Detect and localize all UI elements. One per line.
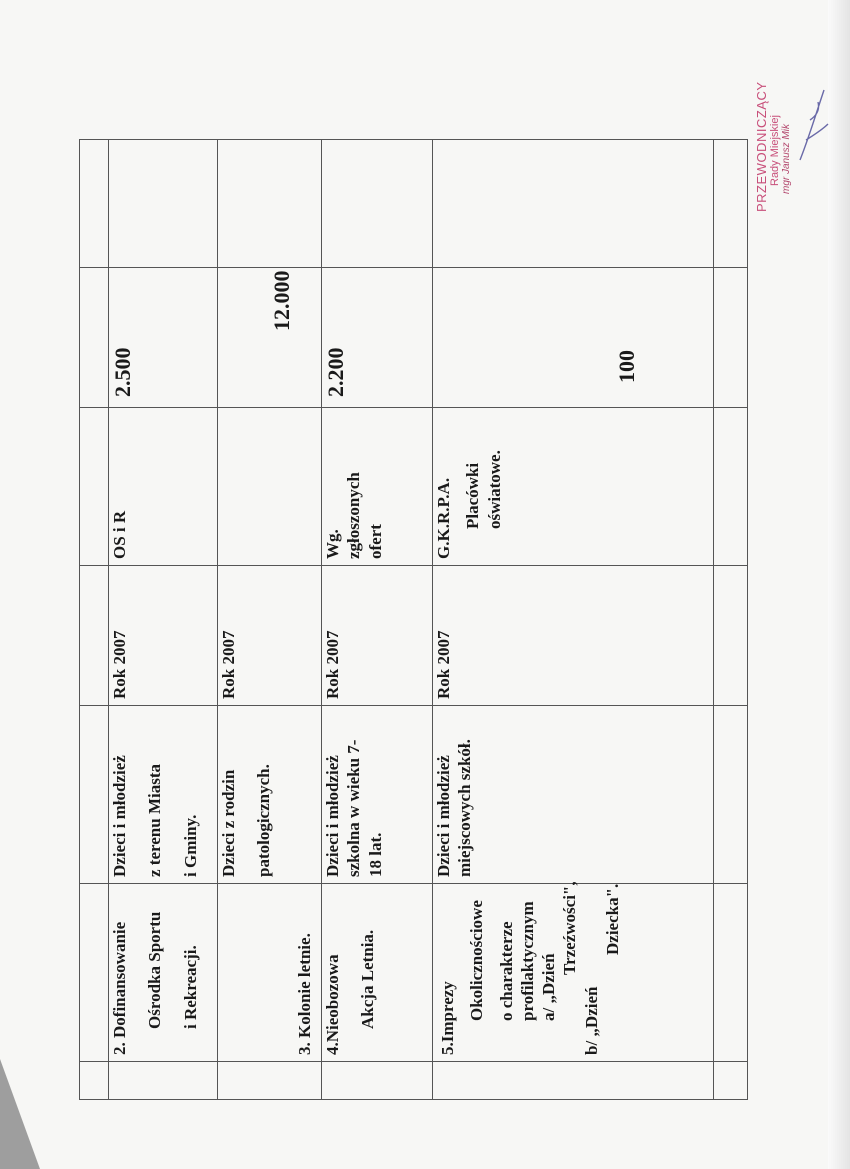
amount-cell bbox=[433, 268, 714, 408]
table-footer-strip bbox=[714, 140, 748, 1100]
target-line: z terenu Miasta bbox=[145, 764, 165, 877]
task-line: Okolicznościowe bbox=[467, 900, 487, 1021]
executor-line: ofert bbox=[365, 524, 385, 559]
signature-stamp bbox=[754, 52, 834, 212]
target-cell bbox=[218, 706, 322, 884]
term-cell bbox=[433, 566, 714, 706]
task-line: b/ „Dzień bbox=[581, 986, 601, 1055]
scan-folded-corner bbox=[0, 1059, 40, 1169]
amount-value: 2.500 bbox=[110, 347, 135, 397]
executor-line: oświatowe. bbox=[484, 450, 504, 529]
table-header-strip bbox=[80, 140, 109, 1100]
term-text: Rok 2007 bbox=[110, 630, 129, 699]
amount-value: 100 bbox=[614, 350, 639, 383]
amount-value: 12.000 bbox=[269, 270, 294, 331]
task-line: 2. Dofinansowanie bbox=[110, 921, 129, 1055]
target-line: i Gminy. bbox=[180, 814, 200, 877]
target-line: szkolna w wieku 7- bbox=[344, 739, 364, 877]
table-row bbox=[322, 140, 433, 1100]
executor-line: G.K.R.P.A. bbox=[434, 477, 453, 559]
target-line: Dzieci i młodzież bbox=[110, 755, 129, 877]
executor-line: Wg. bbox=[323, 529, 342, 559]
target-cell bbox=[109, 706, 218, 884]
amount-cell bbox=[322, 268, 433, 408]
task-cell bbox=[322, 884, 433, 1062]
table-row bbox=[218, 140, 322, 1100]
task-line: i Rekreacji. bbox=[180, 945, 200, 1029]
rotated-table-page bbox=[79, 140, 741, 1100]
task-line: 5.Imprezy bbox=[438, 981, 457, 1055]
term-cell bbox=[322, 566, 433, 706]
table-row bbox=[109, 140, 218, 1100]
task-line: Trzeźwości", bbox=[560, 881, 580, 975]
table-row bbox=[433, 140, 714, 1100]
task-line: Ośrodka Sportu bbox=[145, 911, 165, 1029]
program-table bbox=[79, 139, 748, 1100]
stamp-title: PRZEWODNICZĄCY bbox=[754, 81, 769, 212]
executor-line: OS i R bbox=[110, 510, 129, 559]
term-cell bbox=[109, 566, 218, 706]
term-text: Rok 2007 bbox=[323, 630, 342, 699]
task-cell bbox=[433, 881, 714, 1062]
task-line: 4.Nieobozowa bbox=[323, 954, 342, 1055]
executor-cell bbox=[218, 408, 322, 566]
task-line: 3. Kolonie letnie. bbox=[294, 933, 314, 1055]
executor-line: zgłoszonych bbox=[344, 472, 364, 559]
amount-value: 2.200 bbox=[323, 347, 348, 397]
task-line: o charakterze bbox=[496, 921, 516, 1021]
target-line: Dzieci i młodzież bbox=[434, 755, 453, 877]
executor-cell bbox=[433, 408, 714, 566]
target-line: miejscowych szkół. bbox=[455, 739, 475, 877]
amount-cell bbox=[218, 268, 322, 408]
term-text: Rok 2007 bbox=[219, 630, 238, 699]
task-cell bbox=[218, 884, 322, 1062]
term-text: Rok 2007 bbox=[434, 630, 453, 699]
task-cell bbox=[109, 884, 218, 1062]
term-cell bbox=[218, 566, 322, 706]
task-line: Akcja Letnia. bbox=[358, 929, 378, 1029]
target-line: Dzieci z rodzin bbox=[219, 769, 238, 877]
executor-line: Placówki bbox=[463, 462, 483, 529]
task-line: Dziecka". bbox=[602, 883, 622, 955]
stamp-subtitle: Rady Miejskiej bbox=[769, 115, 781, 186]
target-cell bbox=[322, 706, 433, 884]
amount-cell bbox=[109, 268, 218, 408]
target-line: patologicznych. bbox=[254, 764, 274, 877]
task-line: profilaktycznym bbox=[517, 901, 537, 1021]
target-line: 18 lat. bbox=[365, 832, 385, 877]
target-cell bbox=[433, 706, 714, 884]
stamp-name: mgr Janusz Mik bbox=[781, 123, 792, 194]
executor-cell bbox=[109, 408, 218, 566]
task-line: a/ „Dzień bbox=[539, 953, 558, 1021]
handwritten-signature bbox=[794, 80, 834, 170]
target-line: Dzieci i młodzież bbox=[323, 755, 342, 877]
executor-cell bbox=[322, 408, 433, 566]
